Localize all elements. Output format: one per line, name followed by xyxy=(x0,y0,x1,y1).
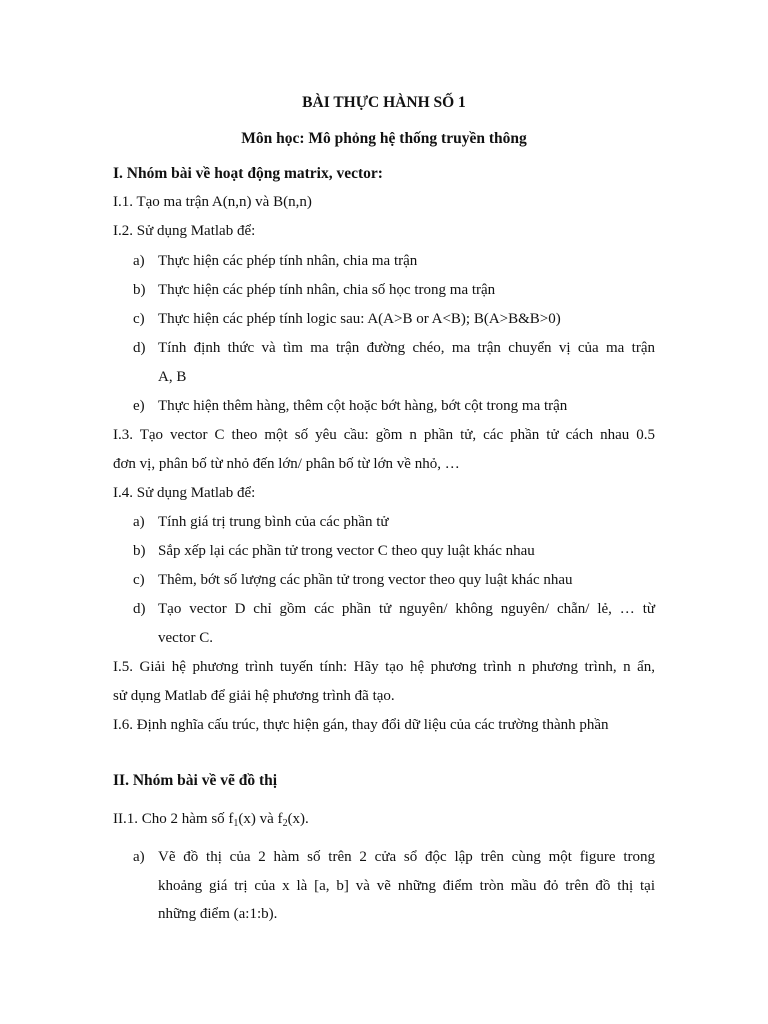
list-marker: a) xyxy=(133,849,145,865)
list-item-continuation: vector C. xyxy=(158,630,213,646)
list-marker: a) xyxy=(133,514,145,530)
list-item: Thêm, bớt số lượng các phần tử trong vector theo quy luật khác nhau xyxy=(158,572,573,588)
list-item: Thực hiện các phép tính logic sau: A(A>B or A<B); B(A>B&B>0) xyxy=(158,311,561,327)
list-item: Tính giá trị trung bình của các phần tử xyxy=(158,514,389,530)
list-item: Thực hiện các phép tính nhân, chia số học trong ma trận xyxy=(158,282,496,298)
item-i5: I.5. Giải hệ phương trình tuyến tính: Hãy tạo hệ phương trình n phương trình, n ẩn, xyxy=(113,659,655,675)
item-i3-continuation: đơn vị, phân bố từ nhỏ đến lớn/ phân bố từ lớn về nhỏ, … xyxy=(113,456,460,472)
list-item-continuation: A, B xyxy=(158,369,187,385)
list-item: Sắp xếp lại các phần tử trong vector C theo quy luật khác nhau xyxy=(158,543,535,559)
item-ii1: II.1. Cho 2 hàm số $f_1(x)$ và $f_2(x)$. xyxy=(113,811,309,829)
list-item-continuation: khoảng giá trị của x là [a, b] và vẽ những điểm tròn mầu đỏ trên đồ thị tại xyxy=(158,878,655,894)
item-i4: I.4. Sử dụng Matlab để: xyxy=(113,485,256,501)
list-marker: e) xyxy=(133,398,145,414)
list-marker: c) xyxy=(133,311,145,327)
section-1-heading: I. Nhóm bài về hoạt động matrix, vector: xyxy=(113,165,383,182)
document-title: BÀI THỰC HÀNH SỐ 1 xyxy=(302,94,466,111)
item-i1: I.1. Tạo ma trận A(n,n) và B(n,n) xyxy=(113,194,312,210)
list-item: Tính định thức và tìm ma trận đường chéo, ma trận chuyển vị của ma trận xyxy=(158,340,655,356)
list-marker: b) xyxy=(133,282,146,298)
list-item: Thực hiện các phép tính nhân, chia ma trận xyxy=(158,253,418,269)
list-marker: b) xyxy=(133,543,146,559)
list-marker: d) xyxy=(133,340,146,356)
item-i5-continuation: sử dụng Matlab để giải hệ phương trình đã tạo. xyxy=(113,688,395,704)
list-marker: c) xyxy=(133,572,145,588)
list-marker: a) xyxy=(133,253,145,269)
list-item-continuation: những điểm (a:1:b). xyxy=(158,906,278,922)
document-subtitle: Môn học: Mô phỏng hệ thống truyền thông xyxy=(241,130,527,147)
list-item: Thực hiện thêm hàng, thêm cột hoặc bớt hàng, bớt cột trong ma trận xyxy=(158,398,568,414)
section-2-heading: II. Nhóm bài về vẽ đồ thị xyxy=(113,772,278,789)
item-i2: I.2. Sử dụng Matlab để: xyxy=(113,223,256,239)
list-marker: d) xyxy=(133,601,146,617)
list-item: Vẽ đồ thị của 2 hàm số trên 2 cửa sổ độc lập trên cùng một figure trong xyxy=(158,849,655,865)
item-i3: I.3. Tạo vector C theo một số yêu cầu: gồm n phần tử, các phần tử cách nhau 0.5 xyxy=(113,427,655,443)
item-i6: I.6. Định nghĩa cấu trúc, thực hiện gán, thay đổi dữ liệu của các trường thành phần xyxy=(113,717,609,733)
list-item: Tạo vector D chỉ gồm các phần tử nguyên/ không nguyên/ chẵn/ lẻ, … từ xyxy=(158,601,655,617)
